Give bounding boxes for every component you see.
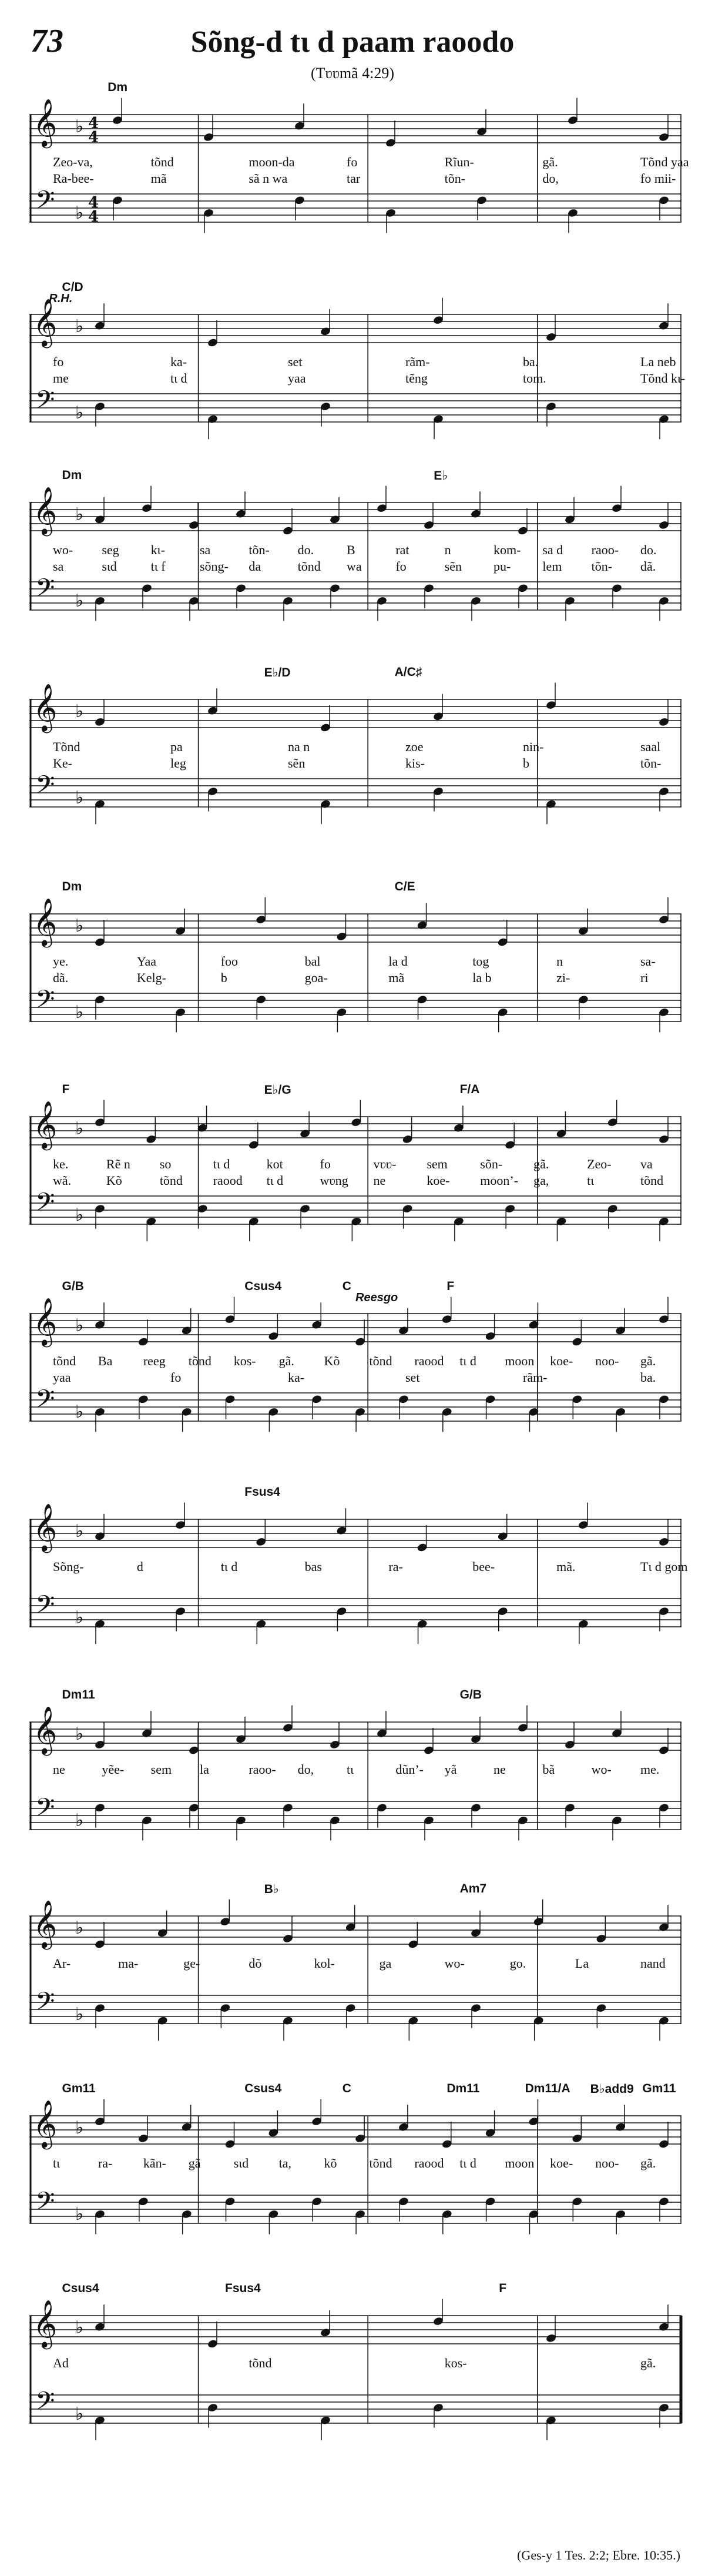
lyric-verse-1: bas bbox=[304, 1559, 322, 1574]
key-signature-flat: ♭ bbox=[75, 2204, 84, 2225]
chord-symbol: C/D bbox=[62, 280, 83, 294]
lyric-verse-1: Tõnd yaa bbox=[640, 155, 689, 169]
chord-symbol: Dm11/A bbox=[525, 2082, 570, 2095]
lyric-verse-1: Rẽ n bbox=[106, 1157, 130, 1171]
lyric-verse-1: Yaa bbox=[136, 954, 157, 969]
chord-symbol: Gm11 bbox=[642, 2082, 676, 2095]
lyric-verse-1: kos- bbox=[233, 1354, 256, 1368]
lyric-verse-1: moon bbox=[505, 2156, 535, 2170]
staff-notation bbox=[29, 279, 682, 438]
lyric-verse-1: ge- bbox=[183, 1956, 200, 1971]
lyric-verse-2: b bbox=[523, 756, 529, 771]
chord-symbol: Fsus4 bbox=[225, 2282, 261, 2295]
lyric-verse-1: n bbox=[444, 542, 451, 557]
chord-symbol: Dm bbox=[62, 468, 82, 482]
lyric-verse-2: ka- bbox=[288, 1370, 305, 1385]
lyric-verse-1: gã. bbox=[640, 1354, 656, 1368]
lyric-verse-2: Tõnd kɩ- bbox=[640, 371, 686, 386]
lyric-verse-1: wo- bbox=[444, 1956, 465, 1971]
lyric-verse-1: gã bbox=[188, 2156, 201, 2170]
lyric-verse-1: raoo- bbox=[591, 542, 619, 557]
lyric-verse-1: gã. bbox=[640, 2156, 656, 2170]
lyric-verse-2: tom. bbox=[523, 371, 546, 386]
lyric-verse-1: La neb bbox=[640, 354, 676, 369]
key-signature-flat: ♭ bbox=[75, 116, 84, 137]
music-system bbox=[29, 2280, 682, 2439]
chord-symbol: Dm bbox=[62, 880, 82, 893]
lyric-verse-1: tõnd bbox=[188, 1354, 212, 1368]
lyric-verse-2: da bbox=[249, 559, 261, 574]
chord-symbol: Dm11 bbox=[62, 1688, 95, 1701]
lyric-verse-1: tog bbox=[472, 954, 489, 969]
lyric-verse-1: bal bbox=[304, 954, 321, 969]
chord-symbol: G/B bbox=[459, 1688, 482, 1701]
chord-symbol: Csus4 bbox=[244, 2082, 282, 2095]
bass-clef-icon: 𝄢 bbox=[35, 2387, 55, 2422]
bass-clef-icon: 𝄢 bbox=[35, 186, 55, 221]
treble-clef-icon: 𝄞 bbox=[33, 98, 58, 146]
chord-symbol: B♭ bbox=[264, 1882, 279, 1896]
lyric-verse-1: foo bbox=[220, 954, 239, 969]
lyric-verse-2: tõnd bbox=[640, 1173, 664, 1188]
lyric-verse-2: ri bbox=[640, 970, 649, 985]
lyric-verse-2: yaa bbox=[288, 371, 306, 386]
music-system bbox=[29, 1484, 688, 1643]
bass-clef-icon: 𝄢 bbox=[35, 1987, 55, 2022]
key-signature-flat: ♭ bbox=[75, 203, 84, 223]
lyric-verse-1: tɩ bbox=[53, 2156, 61, 2170]
lyric-verse-1: do, bbox=[297, 1762, 314, 1777]
lyric-verse-2: dã. bbox=[53, 970, 69, 985]
bass-clef-icon: 𝄢 bbox=[35, 386, 55, 421]
lyric-verse-1: sem bbox=[150, 1762, 172, 1777]
music-system bbox=[29, 1687, 682, 1845]
lyric-verse-1: gã. bbox=[533, 1157, 549, 1171]
lyric-verse-1: sõn- bbox=[480, 1157, 503, 1171]
lyric-verse-1: nin- bbox=[523, 739, 544, 754]
chord-symbol: F bbox=[499, 2282, 507, 2295]
music-system bbox=[29, 1881, 682, 2039]
lyric-verse-2: tõnd bbox=[297, 559, 321, 574]
lyric-verse-1: gã. bbox=[542, 155, 558, 169]
lyric-verse-1: B bbox=[347, 542, 355, 557]
chord-symbol: Gm11 bbox=[62, 2082, 96, 2095]
lyric-verse-2: kis- bbox=[405, 756, 425, 771]
key-signature-flat: ♭ bbox=[75, 1810, 84, 1831]
treble-clef-icon: 𝄞 bbox=[33, 897, 58, 946]
lyric-verse-1: koe- bbox=[550, 1354, 573, 1368]
lyric-verse-1: seg bbox=[102, 542, 119, 557]
lyric-verse-2: Kõ bbox=[106, 1173, 122, 1188]
lyric-verse-1: tõnd bbox=[369, 2156, 392, 2170]
lyric-verse-2: wʋng bbox=[320, 1173, 348, 1188]
bass-clef-icon: 𝄢 bbox=[35, 1188, 55, 1223]
staff-notation bbox=[29, 467, 682, 626]
lyric-verse-1: gã. bbox=[278, 1354, 294, 1368]
lyric-verse-1: go. bbox=[509, 1956, 526, 1971]
key-signature-flat: ♭ bbox=[75, 1205, 84, 1225]
lyric-verse-2: dã. bbox=[640, 559, 656, 574]
treble-clef-icon: 𝄞 bbox=[33, 2099, 58, 2148]
lyric-verse-1: kol- bbox=[314, 1956, 335, 1971]
lyric-verse-1: koe- bbox=[550, 2156, 573, 2170]
key-signature-flat: ♭ bbox=[75, 1521, 84, 1542]
lyric-verse-2: wa bbox=[347, 559, 362, 574]
staff-notation bbox=[29, 1687, 682, 1845]
lyric-verse-1: gã. bbox=[640, 2356, 656, 2370]
lyric-verse-1: Zeo-va, bbox=[53, 155, 93, 169]
lyric-verse-1: mã. bbox=[556, 1559, 576, 1574]
bass-clef-icon: 𝄢 bbox=[35, 1590, 55, 1626]
lyric-verse-1: yẽe- bbox=[102, 1762, 125, 1777]
lyric-verse-1: reeg bbox=[143, 1354, 166, 1368]
lyric-verse-1: kõ bbox=[324, 2156, 337, 2170]
footer-reference: (Ges-y 1 Tes. 2:2; Ebre. 10:35.) bbox=[517, 2548, 680, 2562]
lyric-verse-1: Tõnd bbox=[53, 739, 80, 754]
lyric-verse-1: bee- bbox=[472, 1559, 495, 1574]
scripture-reference: (Tʋʋmã 4:29) bbox=[310, 65, 395, 82]
lyric-verse-1: Zeo- bbox=[587, 1157, 612, 1171]
treble-clef-icon: 𝄞 bbox=[33, 683, 58, 731]
lyric-verse-1: Sõng- bbox=[53, 1559, 84, 1574]
lyric-verse-1: ye. bbox=[53, 954, 69, 969]
treble-clef-icon: 𝄞 bbox=[33, 1297, 58, 1345]
lyric-verse-1: sa d bbox=[542, 542, 563, 557]
lyric-verse-2: Ra-bee- bbox=[53, 171, 94, 186]
chord-symbol: C/E bbox=[394, 880, 415, 893]
chord-symbol: Am7 bbox=[459, 1882, 487, 1895]
chord-symbol: F bbox=[446, 1279, 455, 1293]
lyric-verse-2: sẽn bbox=[444, 559, 462, 574]
lyric-verse-1: bã bbox=[542, 1762, 555, 1777]
lyric-verse-1: Ba bbox=[98, 1354, 113, 1368]
lyric-verse-1: Kõ bbox=[324, 1354, 340, 1368]
lyric-verse-1: noo- bbox=[595, 2156, 619, 2170]
lyric-verse-2: b bbox=[220, 970, 227, 985]
lyric-verse-2: goa- bbox=[304, 970, 328, 985]
lyric-verse-1: moon-da bbox=[249, 155, 295, 169]
lyric-verse-2: tar bbox=[347, 171, 361, 186]
lyric-verse-1: tɩ bbox=[347, 1762, 354, 1777]
music-system bbox=[29, 879, 682, 1037]
lyric-verse-1: saal bbox=[640, 739, 661, 754]
lyric-verse-2: leg bbox=[170, 756, 186, 771]
key-signature-flat: ♭ bbox=[75, 788, 84, 808]
lyric-verse-1: Ad bbox=[53, 2356, 69, 2370]
key-signature-flat: ♭ bbox=[75, 2004, 84, 2025]
lyric-verse-2: pu- bbox=[494, 559, 511, 574]
lyric-verse-2: lem bbox=[542, 559, 562, 574]
lyric-verse-1: d bbox=[136, 1559, 143, 1574]
chord-symbol: E♭ bbox=[434, 469, 448, 483]
lyric-verse-1: tõnd bbox=[53, 1354, 76, 1368]
lyric-verse-2: ga, bbox=[533, 1173, 549, 1188]
time-signature: 4 bbox=[88, 194, 99, 212]
lyric-verse-1: zoe bbox=[405, 739, 424, 754]
lyric-verse-1: moon bbox=[505, 1354, 535, 1368]
staff-notation bbox=[29, 2081, 682, 2239]
lyric-verse-2: tɩ d bbox=[170, 371, 187, 386]
key-signature-flat: ♭ bbox=[75, 2404, 84, 2424]
lyric-verse-1: fo bbox=[347, 155, 358, 169]
music-system bbox=[29, 1278, 682, 1437]
chord-symbol: C bbox=[342, 1279, 351, 1293]
lyric-verse-2: la b bbox=[472, 970, 492, 985]
lyric-verse-2: tõn- bbox=[444, 171, 466, 186]
treble-clef-icon: 𝄞 bbox=[33, 1100, 58, 1148]
lyric-verse-1: do. bbox=[297, 542, 314, 557]
bass-clef-icon: 𝄢 bbox=[35, 985, 55, 1020]
lyric-verse-1: la d bbox=[388, 954, 408, 969]
treble-clef-icon: 𝄞 bbox=[33, 2299, 58, 2347]
music-system bbox=[29, 279, 686, 438]
chord-symbol: C bbox=[342, 2082, 351, 2095]
lyric-verse-1: sa bbox=[200, 542, 211, 557]
key-signature-flat: ♭ bbox=[75, 1724, 84, 1744]
music-system bbox=[29, 467, 682, 626]
music-system bbox=[29, 664, 682, 823]
chord-symbol: Csus4 bbox=[244, 1279, 282, 1293]
lyric-verse-1: rãm- bbox=[405, 354, 430, 369]
lyric-verse-2: ba. bbox=[640, 1370, 656, 1385]
lyric-verse-2: ne bbox=[373, 1173, 386, 1188]
music-system bbox=[29, 2081, 682, 2239]
staff-notation bbox=[29, 664, 682, 823]
lyric-verse-1: tõnd bbox=[249, 2356, 272, 2370]
lyric-verse-1: wo- bbox=[591, 1762, 612, 1777]
treble-clef-icon: 𝄞 bbox=[33, 1706, 58, 1754]
lyric-verse-1: raood bbox=[414, 1354, 444, 1368]
time-signature: 4 bbox=[88, 208, 99, 226]
chord-symbol: Dm11 bbox=[446, 2082, 480, 2095]
lyric-verse-1: n bbox=[556, 954, 563, 969]
lyric-verse-2: raood bbox=[213, 1173, 243, 1188]
lyric-verse-2: sa bbox=[53, 559, 64, 574]
chord-symbol: Fsus4 bbox=[244, 1485, 280, 1499]
lyric-verse-2: tõn- bbox=[640, 756, 662, 771]
expression-marking: Reesgo bbox=[355, 1291, 398, 1304]
lyric-verse-1: tõn- bbox=[249, 542, 270, 557]
lyric-verse-1: ne bbox=[494, 1762, 506, 1777]
lyric-verse-2: tõnd bbox=[159, 1173, 183, 1188]
lyric-verse-1: tɩ d bbox=[220, 1559, 238, 1574]
music-system bbox=[29, 79, 689, 238]
lyric-verse-2: rãm- bbox=[523, 1370, 548, 1385]
lyric-verse-2: sẽn bbox=[288, 756, 306, 771]
chord-symbol: A/C♯ bbox=[394, 665, 422, 679]
lyric-verse-2: do, bbox=[542, 171, 559, 186]
lyric-verse-1: ma- bbox=[118, 1956, 139, 1971]
treble-clef-icon: 𝄞 bbox=[33, 298, 58, 346]
key-signature-flat: ♭ bbox=[75, 916, 84, 936]
lyric-verse-1: ta, bbox=[278, 2156, 291, 2170]
treble-clef-icon: 𝄞 bbox=[33, 1900, 58, 1948]
lyric-verse-1: La bbox=[575, 1956, 589, 1971]
lyric-verse-2: me bbox=[53, 371, 69, 386]
lyric-verse-1: vʋʋ- bbox=[373, 1157, 397, 1171]
lyric-verse-2: sõng- bbox=[200, 559, 229, 574]
lyric-verse-1: ne bbox=[53, 1762, 65, 1777]
chord-symbol: E♭/G bbox=[264, 1083, 291, 1097]
lyric-verse-2: tõn- bbox=[591, 559, 613, 574]
key-signature-flat: ♭ bbox=[75, 1402, 84, 1422]
staff-notation bbox=[29, 1484, 682, 1643]
lyric-verse-2: fo mii- bbox=[640, 171, 676, 186]
bass-clef-icon: 𝄢 bbox=[35, 574, 55, 609]
lyric-verse-1: Ar- bbox=[53, 1956, 71, 1971]
chord-symbol: Dm bbox=[108, 81, 128, 94]
lyric-verse-1: raood bbox=[414, 2156, 444, 2170]
chord-symbol: B♭add9 bbox=[590, 2082, 634, 2096]
lyric-verse-2: mã bbox=[388, 970, 405, 985]
lyric-verse-1: ba. bbox=[523, 354, 539, 369]
lyric-verse-1: me. bbox=[640, 1762, 660, 1777]
lyric-verse-1: sa- bbox=[640, 954, 656, 969]
lyric-verse-1: Tɩ d gom bbox=[640, 1559, 688, 1574]
chord-symbol: F bbox=[62, 1083, 70, 1096]
lyric-verse-1: tõnd bbox=[150, 155, 174, 169]
chord-symbol: E♭/D bbox=[264, 666, 291, 679]
treble-clef-icon: 𝄞 bbox=[33, 1503, 58, 1551]
lyric-verse-2: tɩ f bbox=[150, 559, 166, 574]
lyric-verse-1: sɩd bbox=[233, 2156, 249, 2170]
lyric-verse-1: va bbox=[640, 1157, 653, 1171]
lyric-verse-2: tẽng bbox=[405, 371, 428, 386]
bass-clef-icon: 𝄢 bbox=[35, 1793, 55, 1828]
time-signature: 4 bbox=[88, 129, 99, 146]
key-signature-flat: ♭ bbox=[75, 1315, 84, 1336]
lyric-verse-2: Kelg- bbox=[136, 970, 166, 985]
key-signature-flat: ♭ bbox=[75, 2317, 84, 2338]
bass-clef-icon: 𝄢 bbox=[35, 2187, 55, 2222]
key-signature-flat: ♭ bbox=[75, 701, 84, 722]
lyric-verse-1: ga bbox=[379, 1956, 392, 1971]
lyric-verse-1: fo bbox=[320, 1157, 331, 1171]
lyric-verse-1: rat bbox=[395, 542, 409, 557]
lyric-verse-1: ka- bbox=[170, 354, 187, 369]
time-signature: 4 bbox=[88, 115, 99, 132]
key-signature-flat: ♭ bbox=[75, 1607, 84, 1628]
lyric-verse-2: wã. bbox=[53, 1173, 72, 1188]
lyric-verse-2: fo bbox=[395, 559, 407, 574]
lyric-verse-2: fo bbox=[170, 1370, 182, 1385]
lyric-verse-1: raoo- bbox=[249, 1762, 276, 1777]
chord-symbol: F/A bbox=[459, 1083, 480, 1096]
treble-clef-icon: 𝄞 bbox=[33, 486, 58, 534]
staff-notation bbox=[29, 2280, 682, 2439]
key-signature-flat: ♭ bbox=[75, 403, 84, 423]
lyric-verse-1: dũn’- bbox=[395, 1762, 424, 1777]
lyric-verse-1: dõ bbox=[249, 1956, 262, 1971]
key-signature-flat: ♭ bbox=[75, 316, 84, 337]
lyric-verse-1: na n bbox=[288, 739, 310, 754]
lyric-verse-1: kot bbox=[266, 1157, 283, 1171]
lyric-verse-1: fo bbox=[53, 354, 64, 369]
lyric-verse-1: wo- bbox=[53, 542, 73, 557]
lyric-verse-1: noo- bbox=[595, 1354, 619, 1368]
lyric-verse-1: ra- bbox=[98, 2156, 113, 2170]
lyric-verse-1: do. bbox=[640, 542, 657, 557]
chord-symbol: Csus4 bbox=[62, 2282, 99, 2295]
lyric-verse-2: koe- bbox=[427, 1173, 450, 1188]
bass-clef-icon: 𝄢 bbox=[35, 771, 55, 806]
lyric-verse-1: sem bbox=[427, 1157, 448, 1171]
lyric-verse-2: tɩ bbox=[587, 1173, 595, 1188]
lyric-verse-2: Ke- bbox=[53, 756, 72, 771]
expression-marking: R.H. bbox=[49, 292, 73, 305]
lyric-verse-1: la bbox=[200, 1762, 209, 1777]
lyric-verse-1: kos- bbox=[444, 2356, 467, 2370]
lyric-verse-1: yã bbox=[444, 1762, 457, 1777]
lyric-verse-1: ke. bbox=[53, 1157, 69, 1171]
staff-notation bbox=[29, 879, 682, 1037]
lyric-verse-1: tɩ d bbox=[459, 2156, 476, 2170]
lyric-verse-2: yaa bbox=[53, 1370, 71, 1385]
music-system bbox=[29, 1081, 682, 1240]
lyric-verse-1: so bbox=[159, 1157, 172, 1171]
lyric-verse-1: nand bbox=[640, 1956, 666, 1971]
key-signature-flat: ♭ bbox=[75, 591, 84, 611]
lyric-verse-1: tɩ d bbox=[459, 1354, 476, 1368]
lyric-verse-2: sɩd bbox=[102, 559, 117, 574]
key-signature-flat: ♭ bbox=[75, 1002, 84, 1023]
hymn-number: 73 bbox=[31, 23, 63, 59]
bass-clef-icon: 𝄢 bbox=[35, 1385, 55, 1420]
lyric-verse-1: pa bbox=[170, 739, 183, 754]
lyric-verse-2: set bbox=[405, 1370, 420, 1385]
lyric-verse-1: ra- bbox=[388, 1559, 403, 1574]
lyric-verse-1: set bbox=[288, 354, 303, 369]
lyric-verse-2: zi- bbox=[556, 970, 570, 985]
lyric-verse-1: tõnd bbox=[369, 1354, 392, 1368]
key-signature-flat: ♭ bbox=[75, 1918, 84, 1938]
lyric-verse-1: kom- bbox=[494, 542, 521, 557]
lyric-verse-1: kãn- bbox=[143, 2156, 166, 2170]
chord-symbol: G/B bbox=[62, 1279, 84, 1293]
key-signature-flat: ♭ bbox=[75, 504, 84, 525]
key-signature-flat: ♭ bbox=[75, 2118, 84, 2138]
lyric-verse-1: Rĩun- bbox=[444, 155, 474, 169]
lyric-verse-1: tɩ d bbox=[213, 1157, 230, 1171]
lyric-verse-1: kɩ- bbox=[150, 542, 165, 557]
key-signature-flat: ♭ bbox=[75, 1118, 84, 1139]
page-title: Sõng-d tɩ d paam raoodo bbox=[190, 25, 515, 59]
lyric-verse-2: tɩ d bbox=[266, 1173, 284, 1188]
lyric-verse-2: moon’- bbox=[480, 1173, 519, 1188]
lyric-verse-2: mã bbox=[150, 171, 167, 186]
lyric-verse-2: sã n wa bbox=[249, 171, 288, 186]
